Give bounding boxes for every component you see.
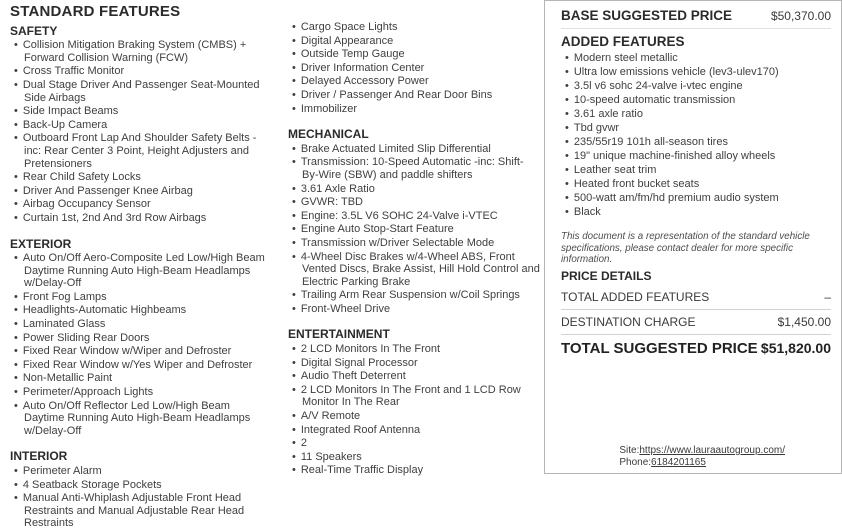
feature-item: • Driver Information Center: [288, 62, 540, 75]
feature-item: • 2 LCD Monitors In The Front and 1 LCD Row Monitor In The Rear: [288, 384, 540, 409]
feature-item: • Engine Auto Stop-Start Feature: [288, 223, 540, 236]
feature-item: • Digital Appearance: [288, 35, 540, 48]
feature-item: • 500-watt am/fm/hd premium audio system: [561, 192, 831, 205]
feature-item: • Front Fog Lamps: [10, 291, 270, 304]
section-heading: EXTERIOR: [10, 236, 72, 251]
feature-section: [10, 25, 270, 225]
feature-item: • Rear Child Safety Locks: [10, 171, 270, 184]
feature-list: [10, 39, 270, 224]
feature-item: • Curtain 1st, 2nd And 3rd Row Airbags: [10, 212, 270, 225]
feature-list: [288, 21, 540, 115]
feature-item: • Dual Stage Driver And Passenger Seat-Mounted Side Airbags: [10, 79, 270, 104]
feature-item: • Brake Actuated Limited Slip Differential: [288, 143, 540, 156]
feature-item: • Non-Metallic Paint: [10, 372, 270, 385]
total-suggested-price-row: [561, 335, 831, 360]
feature-item: • Audio Theft Deterrent: [288, 370, 540, 383]
features-column-1: [0, 0, 276, 530]
feature-item: • Modern steel metallic: [561, 52, 831, 65]
feature-item: • 235/55r19 101h all-season tires: [561, 136, 831, 149]
feature-section: [288, 21, 540, 115]
phone-label: Phone:: [619, 456, 652, 468]
feature-item: • Delayed Accessory Power: [288, 75, 540, 88]
phone-line: [619, 457, 785, 469]
feature-item: • A/V Remote: [288, 410, 540, 423]
disclaimer-text: This document is a representation of the standard vehicle specifications, please contact dealer for more specific information.: [561, 231, 810, 265]
feature-item: • 3.61 axle ratio: [561, 108, 831, 121]
feature-item: • Collision Mitigation Braking System (CMBS) + Forward Collision Warning (FCW): [10, 39, 270, 64]
feature-item: • Fixed Rear Window w/Wiper and Defroster: [10, 345, 270, 358]
price-detail-row: [561, 310, 831, 335]
feature-item: • Real-Time Traffic Display: [288, 464, 540, 477]
feature-item: • Tbd gvwr: [561, 122, 831, 135]
feature-item: • 3.5l v6 sohc 24-valve i-vtec engine: [561, 80, 831, 93]
price-row-label: DESTINATION CHARGE: [561, 314, 696, 329]
feature-item: • 11 Speakers: [288, 451, 540, 464]
feature-item: • Transmission w/Driver Selectable Mode: [288, 237, 540, 250]
price-details-heading: PRICE DETAILS: [561, 268, 652, 283]
pricing-panel: [544, 0, 842, 474]
base-price-value: $50,370.00: [770, 9, 831, 23]
feature-item: • Auto On/Off Reflector Led Low/High Beam Daytime Running Auto High-Beam Headlamps w/Delay-Off: [10, 400, 270, 438]
section-heading: MECHANICAL: [288, 127, 369, 142]
feature-item: • Cargo Space Lights: [288, 21, 540, 34]
feature-list: [10, 465, 270, 530]
phone-link[interactable]: 6184201165: [651, 456, 706, 468]
feature-item: • 19" unique machine-finished alloy wheels: [561, 150, 831, 163]
feature-item: • Driver / Passenger And Rear Door Bins: [288, 89, 540, 102]
price-rows: [561, 285, 831, 335]
feature-item: • Leather seat trim: [561, 164, 831, 177]
added-features-heading: ADDED FEATURES: [561, 34, 685, 49]
added-features-list: [561, 52, 831, 219]
feature-section: [10, 450, 270, 530]
site-line: [619, 445, 785, 457]
section-heading: INTERIOR: [10, 449, 68, 464]
feature-item: • Laminated Glass: [10, 318, 270, 331]
column-2-sections: [288, 21, 540, 477]
feature-item: • Outboard Front Lap And Shoulder Safety Belts -inc: Rear Center 3 Point, Height Adjusters and Pretensioners: [10, 132, 270, 170]
price-row-label: TOTAL ADDED FEATURES: [561, 289, 710, 304]
feature-item: • Black: [561, 206, 831, 219]
feature-item: • Back-Up Camera: [10, 119, 270, 132]
feature-item: • Driver And Passenger Knee Airbag: [10, 185, 270, 198]
feature-section: [10, 238, 270, 438]
feature-item: • 10-speed automatic transmission: [561, 94, 831, 107]
feature-item: • Manual Anti-Whiplash Adjustable Front Head Restraints and Manual Adjustable Rear Head Restraints: [10, 492, 270, 530]
feature-item: • 4 Seatback Storage Pockets: [10, 479, 270, 492]
price-detail-row: [561, 285, 831, 310]
feature-item: • Front-Wheel Drive: [288, 303, 540, 316]
price-row-value: –: [824, 289, 831, 304]
feature-list: [288, 143, 540, 316]
feature-item: • Headlights-Automatic Highbeams: [10, 304, 270, 317]
feature-item: • Auto On/Off Aero-Composite Led Low/High Beam Daytime Running Auto High-Beam Headlamps w/Delay-Off: [10, 252, 270, 290]
feature-item: • Digital Signal Processor: [288, 357, 540, 370]
feature-item: • Trailing Arm Rear Suspension w/Coil Springs: [288, 289, 540, 302]
feature-section: [288, 128, 540, 315]
feature-item: • Immobilizer: [288, 103, 540, 116]
base-price-label: BASE SUGGESTED PRICE: [561, 8, 733, 23]
feature-item: • Transmission: 10-Speed Automatic -inc: Shift-By-Wire (SBW) and paddle shifters: [288, 156, 540, 181]
feature-item: • Integrated Roof Antenna: [288, 424, 540, 437]
section-heading: SAFETY: [10, 23, 58, 38]
feature-item: • Engine: 3.5L V6 SOHC 24-Valve i-VTEC: [288, 210, 540, 223]
feature-item: • Ultra low emissions vehicle (lev3-ulev170): [561, 66, 831, 79]
feature-item: • Cross Traffic Monitor: [10, 65, 270, 78]
feature-item: • 2 LCD Monitors In The Front: [288, 343, 540, 356]
column-1-sections: [10, 25, 270, 530]
feature-item: • GVWR: TBD: [288, 196, 540, 209]
feature-item: • Outside Temp Gauge: [288, 48, 540, 61]
feature-item: • Perimeter/Approach Lights: [10, 386, 270, 399]
feature-item: • 2: [288, 437, 540, 450]
price-row-value: $1,450.00: [777, 314, 831, 329]
feature-item: • Perimeter Alarm: [10, 465, 270, 478]
site-link[interactable]: https://www.lauraautogroup.com/: [639, 445, 785, 456]
base-price-row: [561, 9, 831, 29]
feature-section: [288, 328, 540, 477]
total-price-label: TOTAL SUGGESTED PRICE: [561, 339, 758, 357]
feature-item: • Airbag Occupancy Sensor: [10, 198, 270, 211]
total-price-value: $51,820.00: [760, 339, 831, 356]
feature-item: • Fixed Rear Window w/Yes Wiper and Defroster: [10, 359, 270, 372]
feature-item: • Heated front bucket seats: [561, 178, 831, 191]
feature-item: • Power Sliding Rear Doors: [10, 332, 270, 345]
features-column-2: [276, 0, 544, 477]
section-heading: ENTERTAINMENT: [288, 327, 390, 342]
site-label: Site:: [619, 445, 640, 456]
feature-item: • 4-Wheel Disc Brakes w/4-Wheel ABS, Front Vented Discs, Brake Assist, Hill Hold Control and Electric Parking Brake: [288, 251, 540, 289]
feature-list: [10, 252, 270, 437]
feature-list: [288, 343, 540, 477]
page-title: STANDARD FEATURES: [10, 3, 181, 20]
feature-item: • 3.61 Axle Ratio: [288, 183, 540, 196]
dealer-footer: [619, 445, 785, 468]
feature-item: • Side Impact Beams: [10, 105, 270, 118]
